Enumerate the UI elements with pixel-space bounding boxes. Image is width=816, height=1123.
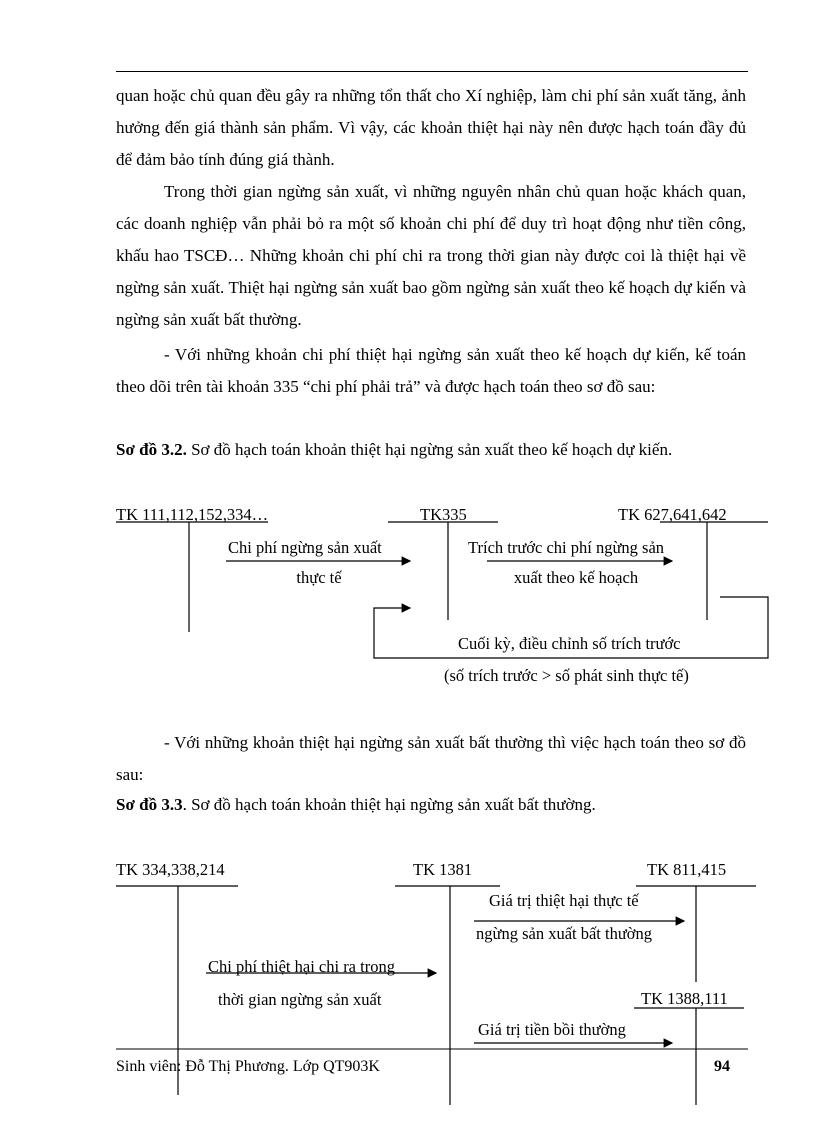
paragraph-middle: - Với những khoản thiệt hại ngừng sản xuất bất thường thì việc hạch toán theo sơ đồ sau:	[116, 733, 746, 784]
diagram2-acct-right: TK 811,415	[647, 860, 727, 879]
footer-page-number: 94	[714, 1058, 730, 1075]
diagram1-arrow2-label-2: xuất theo kế hoạch	[513, 568, 639, 587]
diagram1-caption: Sơ đồ 3.2. Sơ đồ hạch toán khoản thiệt hại ngừng sản xuất theo kế hoạch dự kiến.	[116, 440, 673, 459]
diagram1-acct-right: TK 627,641,642	[618, 505, 727, 524]
diagram2-arrow1-label-2: thời gian ngừng sản xuất	[218, 990, 382, 1009]
diagram1-adjust-label-1: Cuối kỳ, điều chỉnh số trích trước	[458, 634, 681, 653]
diagram2-caption: Sơ đồ 3.3. Sơ đồ hạch toán khoản thiệt hại ngừng sản xuất bất thường.	[116, 795, 596, 814]
diagram2-arrow1-label-1: Chi phí thiệt hại chi ra trong	[208, 957, 395, 976]
diagram1-arrow2-label-1: Trích trước chi phí ngừng sản	[468, 538, 665, 557]
diagram2-acct-mid: TK 1381	[413, 860, 473, 879]
diagram2-arrow2-label-1: Giá trị thiệt hại thực tế	[489, 891, 639, 910]
paragraph-intro-1: quan hoặc chủ quan đều gây ra những tổn thất cho Xí nghiệp, làm chi phí sản xuất tăng, ảnh hưởng đến giá thành sản phẩm. Vì vậy, các khoản thiệt hại này nên được hạch toán đầy đủ để đảm bảo tính đúng giá thành.	[116, 86, 746, 169]
diagram1-acct-mid: TK335	[420, 505, 467, 524]
diagram1-arrow1-label-1: Chi phí ngừng sản xuất	[228, 538, 382, 557]
diagram2-arrow3-label-1: Giá trị tiền bồi thường	[478, 1020, 626, 1039]
paragraph-intro-3: - Với những khoản chi phí thiệt hại ngừng sản xuất theo kế hoạch dự kiến, kế toán theo dõi trên tài khoản 335 “chi phí phải trả” và được hạch toán theo sơ đồ sau:	[116, 345, 746, 396]
diagram1-adjust-label-2: (số trích trước > số phát sinh thực tế)	[444, 666, 689, 685]
diagram2-acct-right2: TK 1388,111	[641, 989, 728, 1008]
diagram1-arrow1-label-2: thực tế	[296, 568, 342, 587]
paragraph-intro-2: Trong thời gian ngừng sản xuất, vì những nguyên nhân chủ quan hoặc khách quan, các doanh nghiệp vẫn phải bỏ ra một số khoản chi phí để duy trì hoạt động như tiền công, khấu hao TSCĐ… Những khoản chi phí chi ra trong thời gian này được coi là thiệt hại về ngừng sản xuất. Thiệt hại ngừng sản xuất bao gồm ngừng sản xuất theo kế hoạch dự kiến và ngừng sản xuất bất thường.	[116, 182, 746, 329]
diagram1-acct-left: TK 111,112,152,334…	[116, 505, 269, 524]
diagram2-acct-left: TK 334,338,214	[116, 860, 225, 879]
footer-student: Sinh viên: Đỗ Thị Phương. Lớp QT903K	[116, 1058, 380, 1075]
diagram2-arrow2-label-2: ngừng sản xuất bất thường	[476, 924, 653, 943]
